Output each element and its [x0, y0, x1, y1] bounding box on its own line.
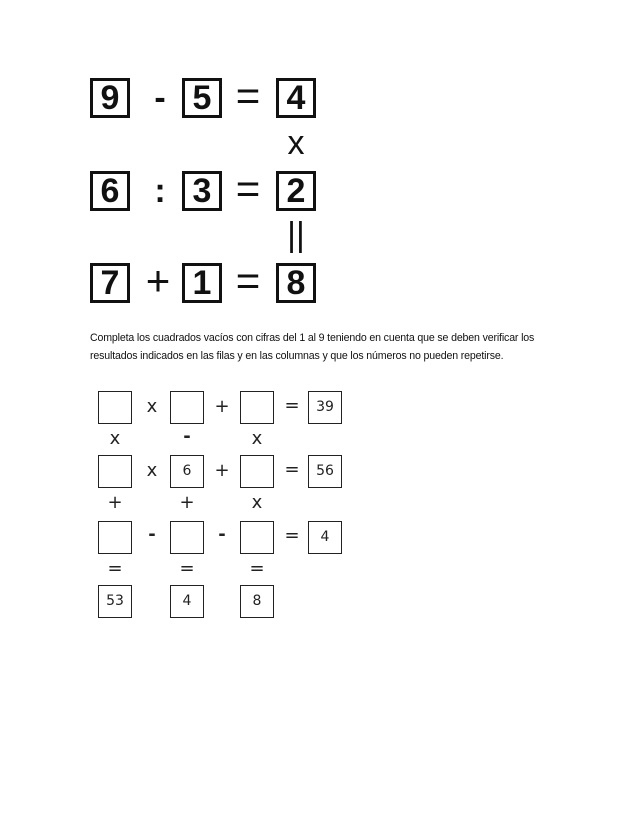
puzzle-cell-r3-c1[interactable]: [98, 521, 132, 554]
example-cell-r1-c1: 9: [90, 78, 130, 118]
puzzle-cell-r2-c2: 6: [170, 455, 204, 488]
puzzle-eq-r2: =: [284, 459, 300, 480]
example-vertical-op-2: ||: [287, 216, 305, 254]
puzzle-col-result-2: 4: [170, 585, 204, 618]
puzzle-cell-r1-c1[interactable]: [98, 391, 132, 424]
puzzle-col-eq-3: =: [249, 558, 265, 579]
puzzle-cell-r1-c2[interactable]: [170, 391, 204, 424]
puzzle-col-eq-2: =: [179, 558, 195, 579]
example-cell-r1-c2: 5: [182, 78, 222, 118]
instruction-text: Completa los cuadrados vacíos con cifras del 1 al 9 teniendo en cuenta que se deben verificar los resultados indicados en las filas y en las columnas y que los números no pueden repetirse.: [90, 332, 535, 362]
example-vertical-op-1: x: [287, 124, 305, 162]
puzzle-cell-r3-c2[interactable]: [170, 521, 204, 554]
example-cell-r3-c2: 1: [182, 263, 222, 303]
puzzle-col-result-1: 53: [98, 585, 132, 618]
puzzle-op-r3-2: -: [218, 524, 226, 545]
puzzle-eq-r3: =: [284, 525, 300, 546]
puzzle-cell-r2-c1[interactable]: [98, 455, 132, 488]
puzzle-op-r1-2: +: [214, 396, 230, 417]
puzzle-op-r1-1: x: [146, 396, 158, 417]
example-cell-r2-c2: 3: [182, 171, 222, 211]
puzzle-col-eq-1: =: [107, 558, 123, 579]
puzzle-col-op-b-2: +: [179, 492, 195, 513]
example-cell-r2-c3: 2: [276, 171, 316, 211]
puzzle-col-op-a-3: x: [251, 428, 263, 449]
puzzle-result-r2: 56: [308, 455, 342, 488]
example-op-r3-1: +: [145, 257, 171, 304]
puzzle-cell-r2-c3[interactable]: [240, 455, 274, 488]
puzzle-col-result-3: 8: [240, 585, 274, 618]
puzzle-col-op-b-1: +: [107, 492, 123, 513]
puzzle-result-r1: 39: [308, 391, 342, 424]
example-eq-r1: =: [235, 72, 261, 119]
example-cell-r1-c3: 4: [276, 78, 316, 118]
example-eq-r3: =: [235, 257, 261, 304]
puzzle-eq-r1: =: [284, 395, 300, 416]
example-puzzle: [90, 72, 330, 308]
example-op-r2-1: :: [154, 172, 166, 210]
puzzle-cell-r3-c3[interactable]: [240, 521, 274, 554]
puzzle-op-r2-1: x: [146, 460, 158, 481]
example-cell-r3-c1: 7: [90, 263, 130, 303]
puzzle-col-op-a-2: -: [183, 426, 191, 447]
example-op-r1-1: -: [154, 79, 166, 117]
puzzle-op-r2-2: +: [214, 460, 230, 481]
puzzle-col-op-b-3: x: [251, 492, 263, 513]
puzzle-col-op-a-1: x: [109, 428, 121, 449]
example-cell-r2-c1: 6: [90, 171, 130, 211]
puzzle-cell-r1-c3[interactable]: [240, 391, 274, 424]
puzzle-op-r3-1: -: [148, 524, 156, 545]
example-eq-r2: =: [235, 165, 261, 212]
puzzle-grid: [90, 385, 360, 625]
example-cell-r3-c3: 8: [276, 263, 316, 303]
puzzle-result-r3: 4: [308, 521, 342, 554]
